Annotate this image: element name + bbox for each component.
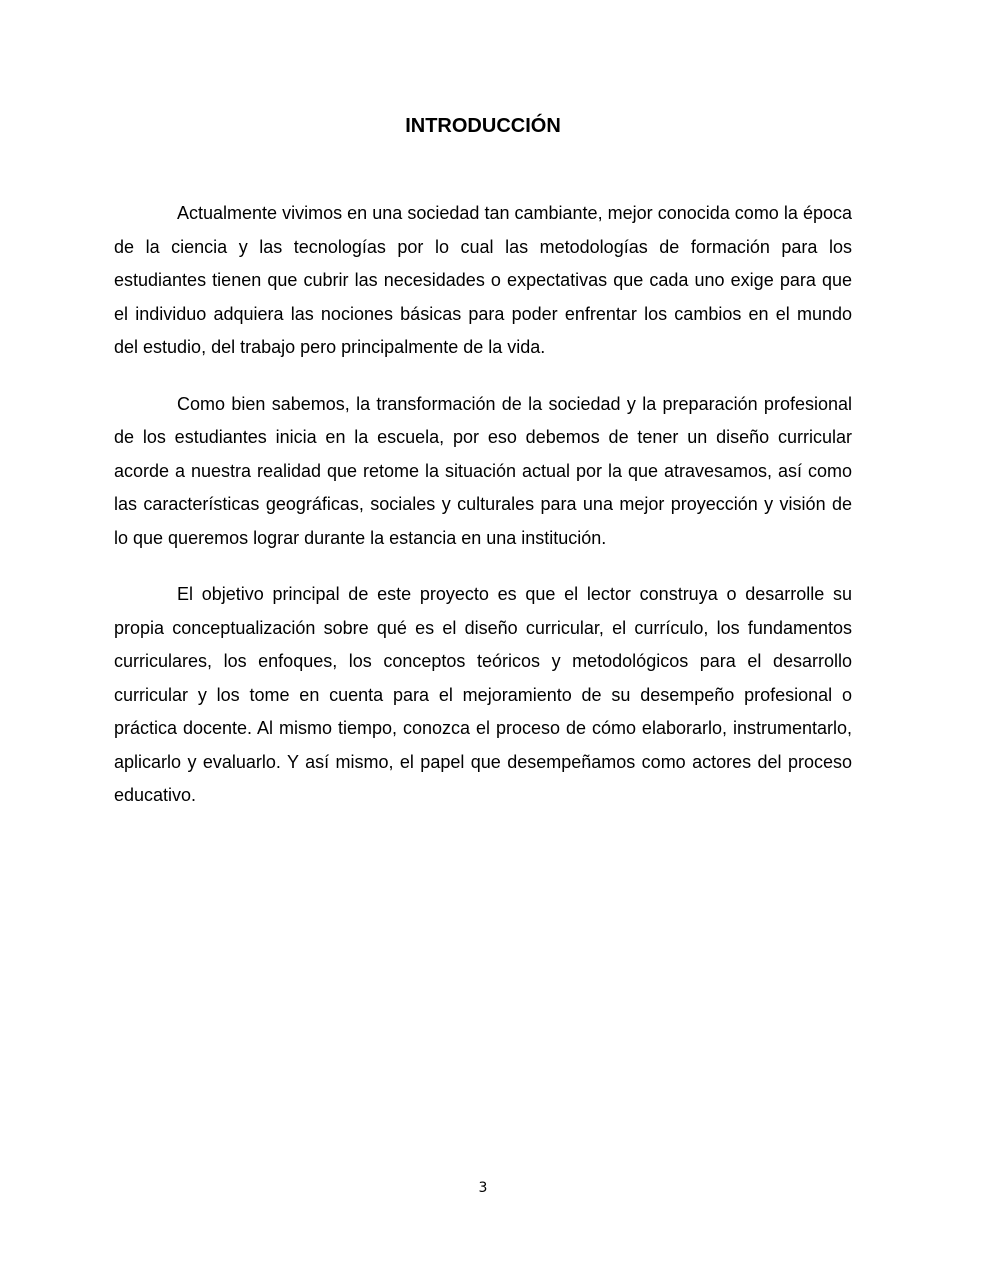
page-number: 3 <box>478 1180 488 1196</box>
section-title: INTRODUCCIÓN <box>405 115 561 137</box>
body-text <box>114 197 852 813</box>
paragraph-2: Como bien sabemos, la transformación de la sociedad y la preparación profesional de los estudiantes inicia en la escuela, por eso debemos de tener un diseño curricular acorde a nuestra realidad que retome la situación actual por la que atravesamos, así como las características geográficas, sociales y culturales para una mejor proyección y visión de lo que queremos lograr durante la estancia en una institución. <box>114 393 852 548</box>
paragraph-1: Actualmente vivimos en una sociedad tan cambiante, mejor conocida como la época de la ciencia y las tecnologías por lo cual las metodologías de formación para los estudiantes tienen que cubrir las necesidades o expectativas que cada uno exige para que el individuo adquiera las nociones básicas para poder enfrentar los cambios en el mundo del estudio, del trabajo pero principalmente de la vida. <box>114 203 852 357</box>
paragraph-3: El objetivo principal de este proyecto es que el lector construya o desarrolle su propia conceptualización sobre qué es el diseño curricular, el currículo, los fundamentos curriculares, los enfoques, los conceptos teóricos y metodológicos para el desarrollo curricular y los tome en cuenta para el mejoramiento de su desempeño profesional o práctica docente. Al mismo tiempo, conozca el proceso de cómo elaborarlo, instrumentarlo, aplicarlo y evaluarlo. Y así mismo, el papel que desempeñamos como actores del proceso educativo. <box>114 584 852 805</box>
